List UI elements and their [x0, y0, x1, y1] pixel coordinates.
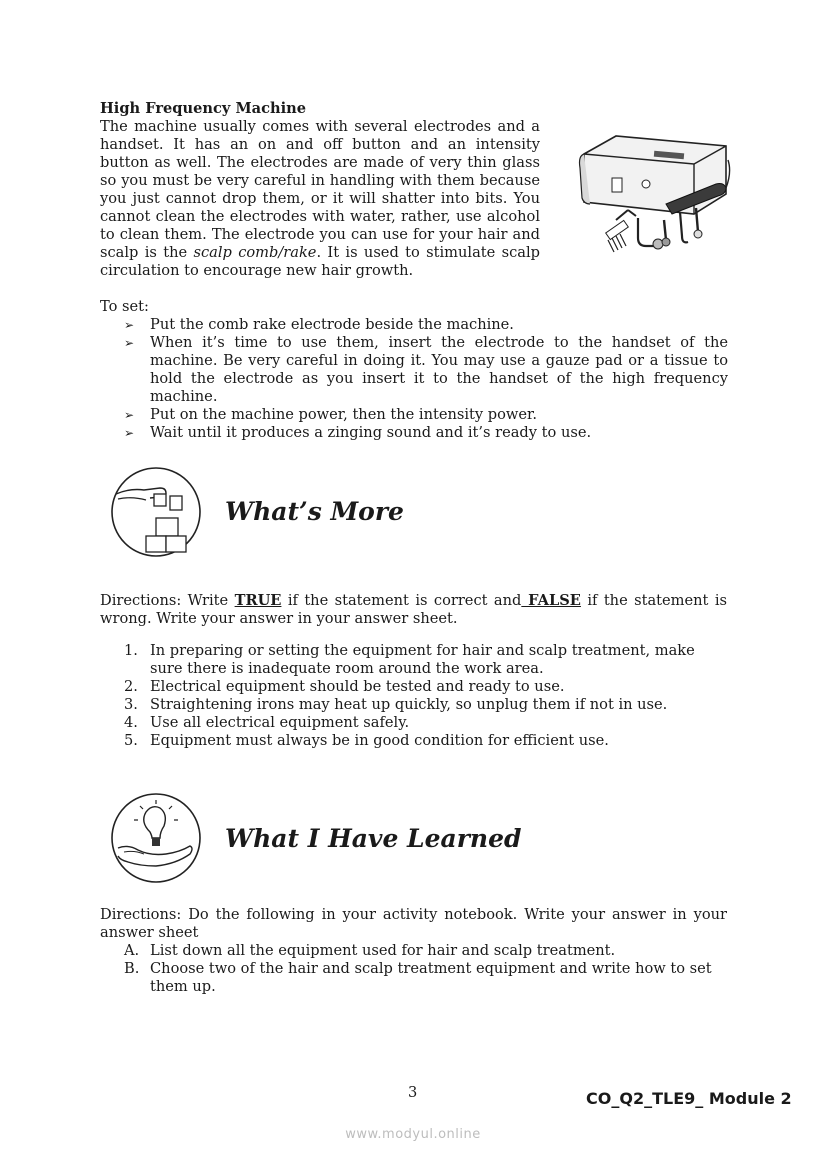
page-number: 3: [408, 1084, 418, 1101]
arrow-bullet-icon: ➢: [124, 408, 135, 422]
true-false-items: [124, 642, 728, 750]
item-text: Use all electrical equipment safely.: [150, 714, 410, 731]
item-text: List down all the equipment used for hair and scalp treatment.: [150, 942, 616, 959]
arrow-bullet-icon: ➢: [124, 318, 135, 332]
step-text: When it’s time to use them, insert the electrode to the handset of the machine. Be very careful in doing it. You may use a gauze pad or a tissue to hold the electrode as you insert it to the handset of the high frequency machine.: [150, 334, 728, 405]
list-item: [124, 696, 728, 714]
watermark-text: www.modyul.online: [345, 1127, 481, 1142]
step-text: Put on the machine power, then the intensity power.: [150, 406, 538, 423]
directions-text: Directions: Write: [100, 592, 235, 609]
section-title-what-i-have-learned: What I Have Learned: [225, 824, 522, 853]
item-text: Choose two of the hair and scalp treatment equipment and write how to set them up.: [150, 960, 712, 995]
item-number: 3.: [124, 696, 138, 713]
to-set-steps: [124, 316, 728, 442]
list-item: [124, 334, 728, 406]
whats-more-directions: [100, 592, 727, 628]
section-heading-high-frequency-machine: High Frequency Machine: [100, 100, 307, 117]
item-number: 2.: [124, 678, 138, 695]
directions-text: if the statement is correct and: [281, 592, 522, 609]
item-number: 4.: [124, 714, 138, 731]
list-item: [124, 942, 728, 960]
list-item: [124, 732, 728, 750]
item-letter: B.: [124, 960, 140, 977]
list-item: [124, 424, 728, 442]
list-item: [124, 316, 728, 334]
list-item: [124, 714, 728, 732]
item-number: 5.: [124, 732, 138, 749]
stacking-blocks-icon: [110, 466, 202, 558]
list-item: [124, 642, 728, 678]
high-frequency-machine-illustration: [576, 132, 731, 257]
false-keyword: FALSE: [521, 592, 581, 609]
arrow-bullet-icon: ➢: [124, 426, 135, 440]
list-item: [124, 960, 728, 996]
learned-directions: Directions: Do the following in your activity notebook. Write your answer in your answer sheet: [100, 906, 727, 941]
module-code: CO_Q2_TLE9_ Module 2: [586, 1089, 792, 1108]
true-keyword: TRUE: [234, 592, 282, 609]
item-number: 1.: [124, 642, 138, 659]
step-text: Wait until it produces a zinging sound and it’s ready to use.: [150, 424, 592, 441]
item-text: Equipment must always be in good condition for efficient use.: [150, 732, 609, 749]
item-text: Straightening irons may heat up quickly, so unplug them if not in use.: [150, 696, 668, 713]
directions-text: if the statement is wrong. Write your answer in your answer sheet.: [100, 592, 727, 627]
item-text: In preparing or setting the equipment for hair and scalp treatment, make sure there is inadequate room around the work area.: [150, 642, 695, 677]
hfm-text-emphasis: scalp comb/rake: [193, 244, 317, 261]
hfm-description: [100, 118, 540, 280]
hfm-text-1: The machine usually comes with several electrodes and a handset. It has an on and off button and an intensity button as well. The electrodes are made of very thin glass so you must be very careful in handling with them because you just cannot drop them, or it will shatter into bits. You cannot clean the electrodes with water, rather, use alcohol to clean them. The electrode you can use for your hair and scalp is the: [100, 118, 540, 261]
arrow-bullet-icon: ➢: [124, 336, 135, 350]
item-letter: A.: [124, 942, 140, 959]
hfm-text-2: . It is used to stimulate scalp circulation to encourage new hair growth.: [100, 244, 540, 279]
item-text: Electrical equipment should be tested and ready to use.: [150, 678, 565, 695]
step-text: Put the comb rake electrode beside the machine.: [150, 316, 514, 333]
section-title-whats-more: What’s More: [225, 497, 404, 526]
list-item: [124, 406, 728, 424]
learned-items: [124, 942, 728, 996]
list-item: [124, 678, 728, 696]
to-set-label: To set:: [100, 298, 149, 315]
lightbulb-in-hand-icon: [110, 792, 202, 884]
